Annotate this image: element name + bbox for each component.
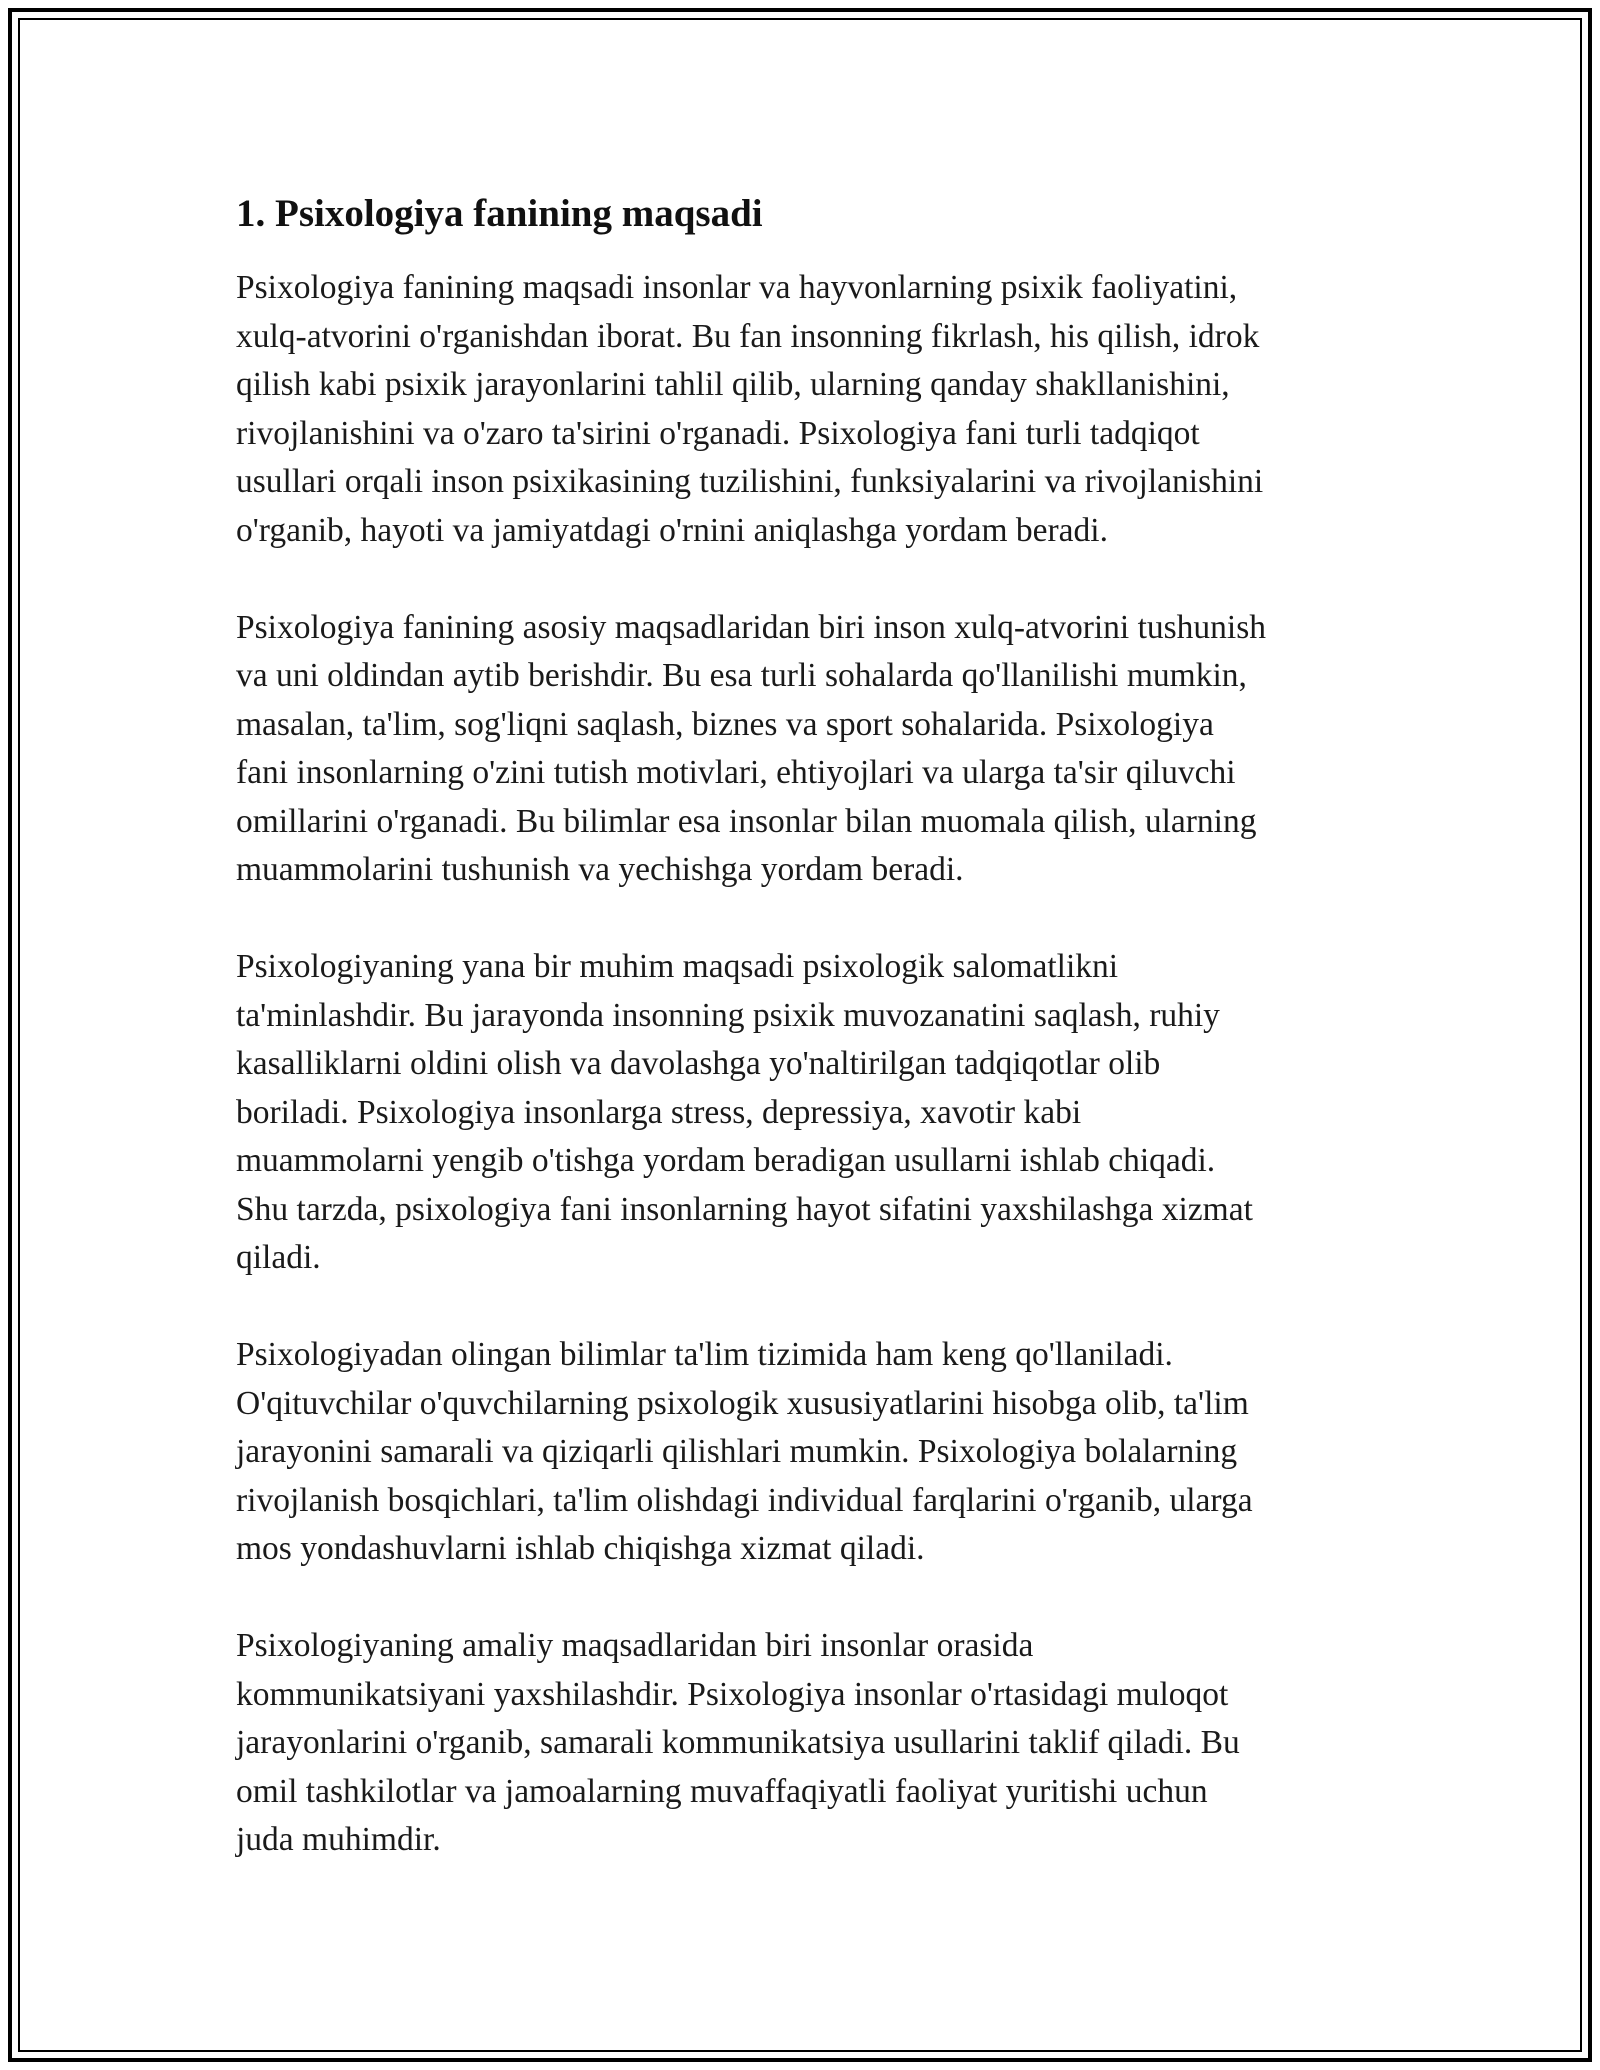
paragraph-line: jarayonini samarali va qiziqarli qilishlari mumkin. Psixologiya bolalarning xyxy=(236,1433,1238,1470)
paragraph-line: xulq-atvorini o'rganishdan iborat. Bu fan insonning fikrlash, his qilish, idrok xyxy=(236,317,1260,355)
paragraph-line: masalan, ta'lim, sog'liqni saqlash, biznes va sport sohalarida. Psixologiya xyxy=(236,705,1214,743)
paragraph xyxy=(236,264,1376,555)
paragraph-line: jarayonlarini o'rganib, samarali kommunikatsiya usullarini taklif qiladi. Bu xyxy=(236,1724,1240,1761)
paragraph-line: fani insonlarning o'zini tutish motivlari, ehtiyojlari va ularga ta'sir qiluvchi xyxy=(236,754,1236,791)
paragraph-line: o'rganib, hayoti va jamiyatdagi o'rnini aniqlashga yordam beradi. xyxy=(236,511,1108,549)
paragraph-line: usullari orqali inson psixikasining tuzilishini, funksiyalarini va rivojlanishini xyxy=(236,463,1264,500)
paragraph-line: mos yondashuvlarni ishlab chiqishga xizmat qiladi. xyxy=(236,1530,925,1567)
paragraph-line: omil tashkilotlar va jamoalarning muvaffaqiyatli faoliyat yuritishi uchun xyxy=(236,1772,1208,1810)
paragraph xyxy=(236,1622,1376,1865)
paragraph-line: qilish kabi psixik jarayonlarini tahlil qilib, ularning qanday shakllanishini, xyxy=(236,366,1230,403)
section-heading: 1. Psixologiya fanining maqsadi xyxy=(236,192,763,235)
paragraph-line: ta'minlashdir. Bu jarayonda insonning psixik muvozanatini saqlash, ruhiy xyxy=(236,996,1220,1034)
paragraph-line: kasalliklarni oldini olish va davolashga yo'naltirilgan tadqiqotlar olib xyxy=(236,1045,1161,1082)
paragraph-line: qiladi. xyxy=(236,1239,321,1276)
paragraph-line: muammolarni yengib o'tishga yordam beradigan usullarni ishlab chiqadi. xyxy=(236,1142,1216,1179)
paragraph-line: O'qituvchilar o'quvchilarning psixologik xususiyatlarini hisobga olib, ta'lim xyxy=(236,1384,1249,1422)
paragraph-line: omillarini o'rganadi. Bu bilimlar esa insonlar bilan muomala qilish, ularning xyxy=(236,802,1257,840)
paragraph-line: rivojlanishini va o'zaro ta'sirini o'rganadi. Psixologiya fani turli tadqiqot xyxy=(236,414,1200,452)
paragraph-line: boriladi. Psixologiya insonlarga stress, depressiya, xavotir kabi xyxy=(236,1093,1082,1131)
paragraph-line: Shu tarzda, psixologiya fani insonlarning hayot sifatini yaxshilashga xizmat xyxy=(236,1190,1253,1228)
paragraph-line: va uni oldindan aytib berishdir. Bu esa turli sohalarda qo'llanilishi mumkin, xyxy=(236,657,1247,694)
paragraph-line: Psixologiyadan olingan bilimlar ta'lim tizimida ham keng qo'llaniladi. xyxy=(236,1336,1173,1373)
paragraph xyxy=(236,604,1376,895)
paragraph-line: kommunikatsiyani yaxshilashdir. Psixologiya insonlar o'rtasidagi muloqot xyxy=(236,1675,1229,1713)
paragraph-line: rivojlanish bosqichlari, ta'lim olishdagi individual farqlarini o'rganib, ularga xyxy=(236,1481,1253,1519)
paragraph xyxy=(236,943,1376,1283)
paragraph-line: juda muhimdir. xyxy=(236,1821,441,1858)
paragraph-line: muammolarini tushunish va yechishga yordam beradi. xyxy=(236,851,964,888)
paragraph-line: Psixologiya fanining maqsadi insonlar va hayvonlarning psixik faoliyatini, xyxy=(236,269,1238,306)
paragraph xyxy=(236,1331,1376,1574)
document-body xyxy=(236,190,1376,1913)
paragraph-line: Psixologiyaning amaliy maqsadlaridan biri insonlar orasida xyxy=(236,1627,1034,1664)
paragraph-list xyxy=(236,264,1376,1865)
paragraph-line: Psixologiya fanining asosiy maqsadlaridan biri inson xulq-atvorini tushunish xyxy=(236,608,1267,646)
paragraph-line: Psixologiyaning yana bir muhim maqsadi psixologik salomatlikni xyxy=(236,948,1119,985)
